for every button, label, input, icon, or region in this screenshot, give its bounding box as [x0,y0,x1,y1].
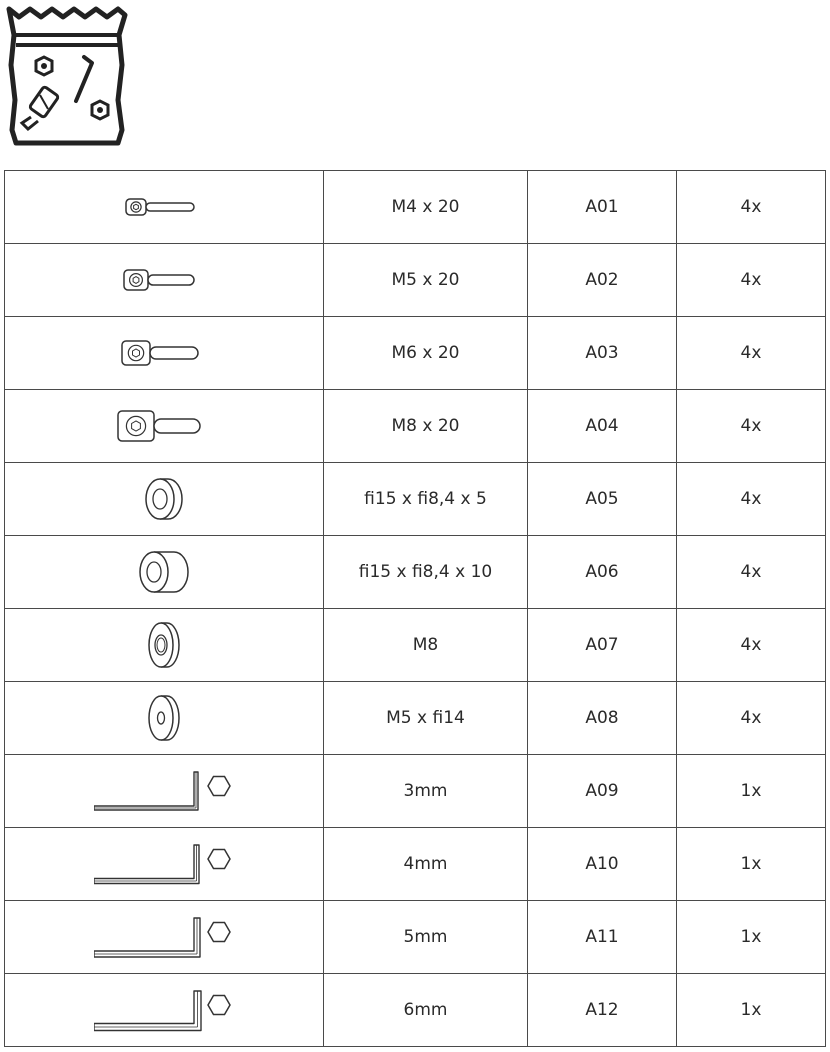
part-code: A06 [528,536,677,609]
washer-icon [147,621,181,669]
table-row [5,536,826,609]
part-quantity: 4x [677,390,826,463]
parts-table [4,170,826,1047]
part-code: A01 [528,171,677,244]
part-size: 6mm [324,974,528,1047]
cap-screw-icon [121,337,207,369]
part-code: A09 [528,755,677,828]
part-quantity: 4x [677,536,826,609]
spacer-icon [138,550,190,594]
part-image-cell [5,390,324,463]
cap-screw-icon [123,266,205,294]
part-code: A11 [528,901,677,974]
table-row [5,682,826,755]
part-size: fi15 x fi8,4 x 5 [324,463,528,536]
hardware-bag-icon [6,5,128,147]
part-quantity: 1x [677,901,826,974]
part-code: A08 [528,682,677,755]
part-size: 4mm [324,828,528,901]
table-row [5,609,826,682]
table-row [5,828,826,901]
part-code: A02 [528,244,677,317]
part-image-cell [5,974,324,1047]
part-quantity: 4x [677,171,826,244]
part-image-cell [5,901,324,974]
part-code: A05 [528,463,677,536]
part-image-cell [5,828,324,901]
part-quantity: 4x [677,317,826,390]
hex-key-icon [94,987,234,1033]
table-row [5,755,826,828]
table-row [5,901,826,974]
part-quantity: 4x [677,609,826,682]
part-code: A12 [528,974,677,1047]
hex-key-icon [94,914,234,960]
hex-key-icon [94,768,234,814]
part-quantity: 1x [677,974,826,1047]
cap-screw-icon [125,195,203,219]
part-image-cell [5,682,324,755]
part-size: 5mm [324,901,528,974]
table-row [5,171,826,244]
table-row [5,317,826,390]
part-image-cell [5,536,324,609]
part-image-cell [5,171,324,244]
part-size: M5 x 20 [324,244,528,317]
part-code: A10 [528,828,677,901]
table-row [5,463,826,536]
part-size: M8 [324,609,528,682]
part-code: A03 [528,317,677,390]
part-quantity: 4x [677,244,826,317]
part-image-cell [5,463,324,536]
spacer-icon [144,477,184,521]
part-code: A04 [528,390,677,463]
part-size: M6 x 20 [324,317,528,390]
cap-screw-icon [117,406,211,446]
part-image-cell [5,609,324,682]
table-row [5,244,826,317]
part-quantity: 4x [677,463,826,536]
part-quantity: 4x [677,682,826,755]
table-row [5,390,826,463]
table-row [5,974,826,1047]
hex-key-icon [94,841,234,887]
part-size: M5 x fi14 [324,682,528,755]
part-quantity: 1x [677,828,826,901]
part-size: M4 x 20 [324,171,528,244]
washer-icon [147,694,181,742]
part-image-cell [5,317,324,390]
part-code: A07 [528,609,677,682]
part-size: 3mm [324,755,528,828]
part-image-cell [5,755,324,828]
part-image-cell [5,244,324,317]
part-quantity: 1x [677,755,826,828]
part-size: fi15 x fi8,4 x 10 [324,536,528,609]
part-size: M8 x 20 [324,390,528,463]
